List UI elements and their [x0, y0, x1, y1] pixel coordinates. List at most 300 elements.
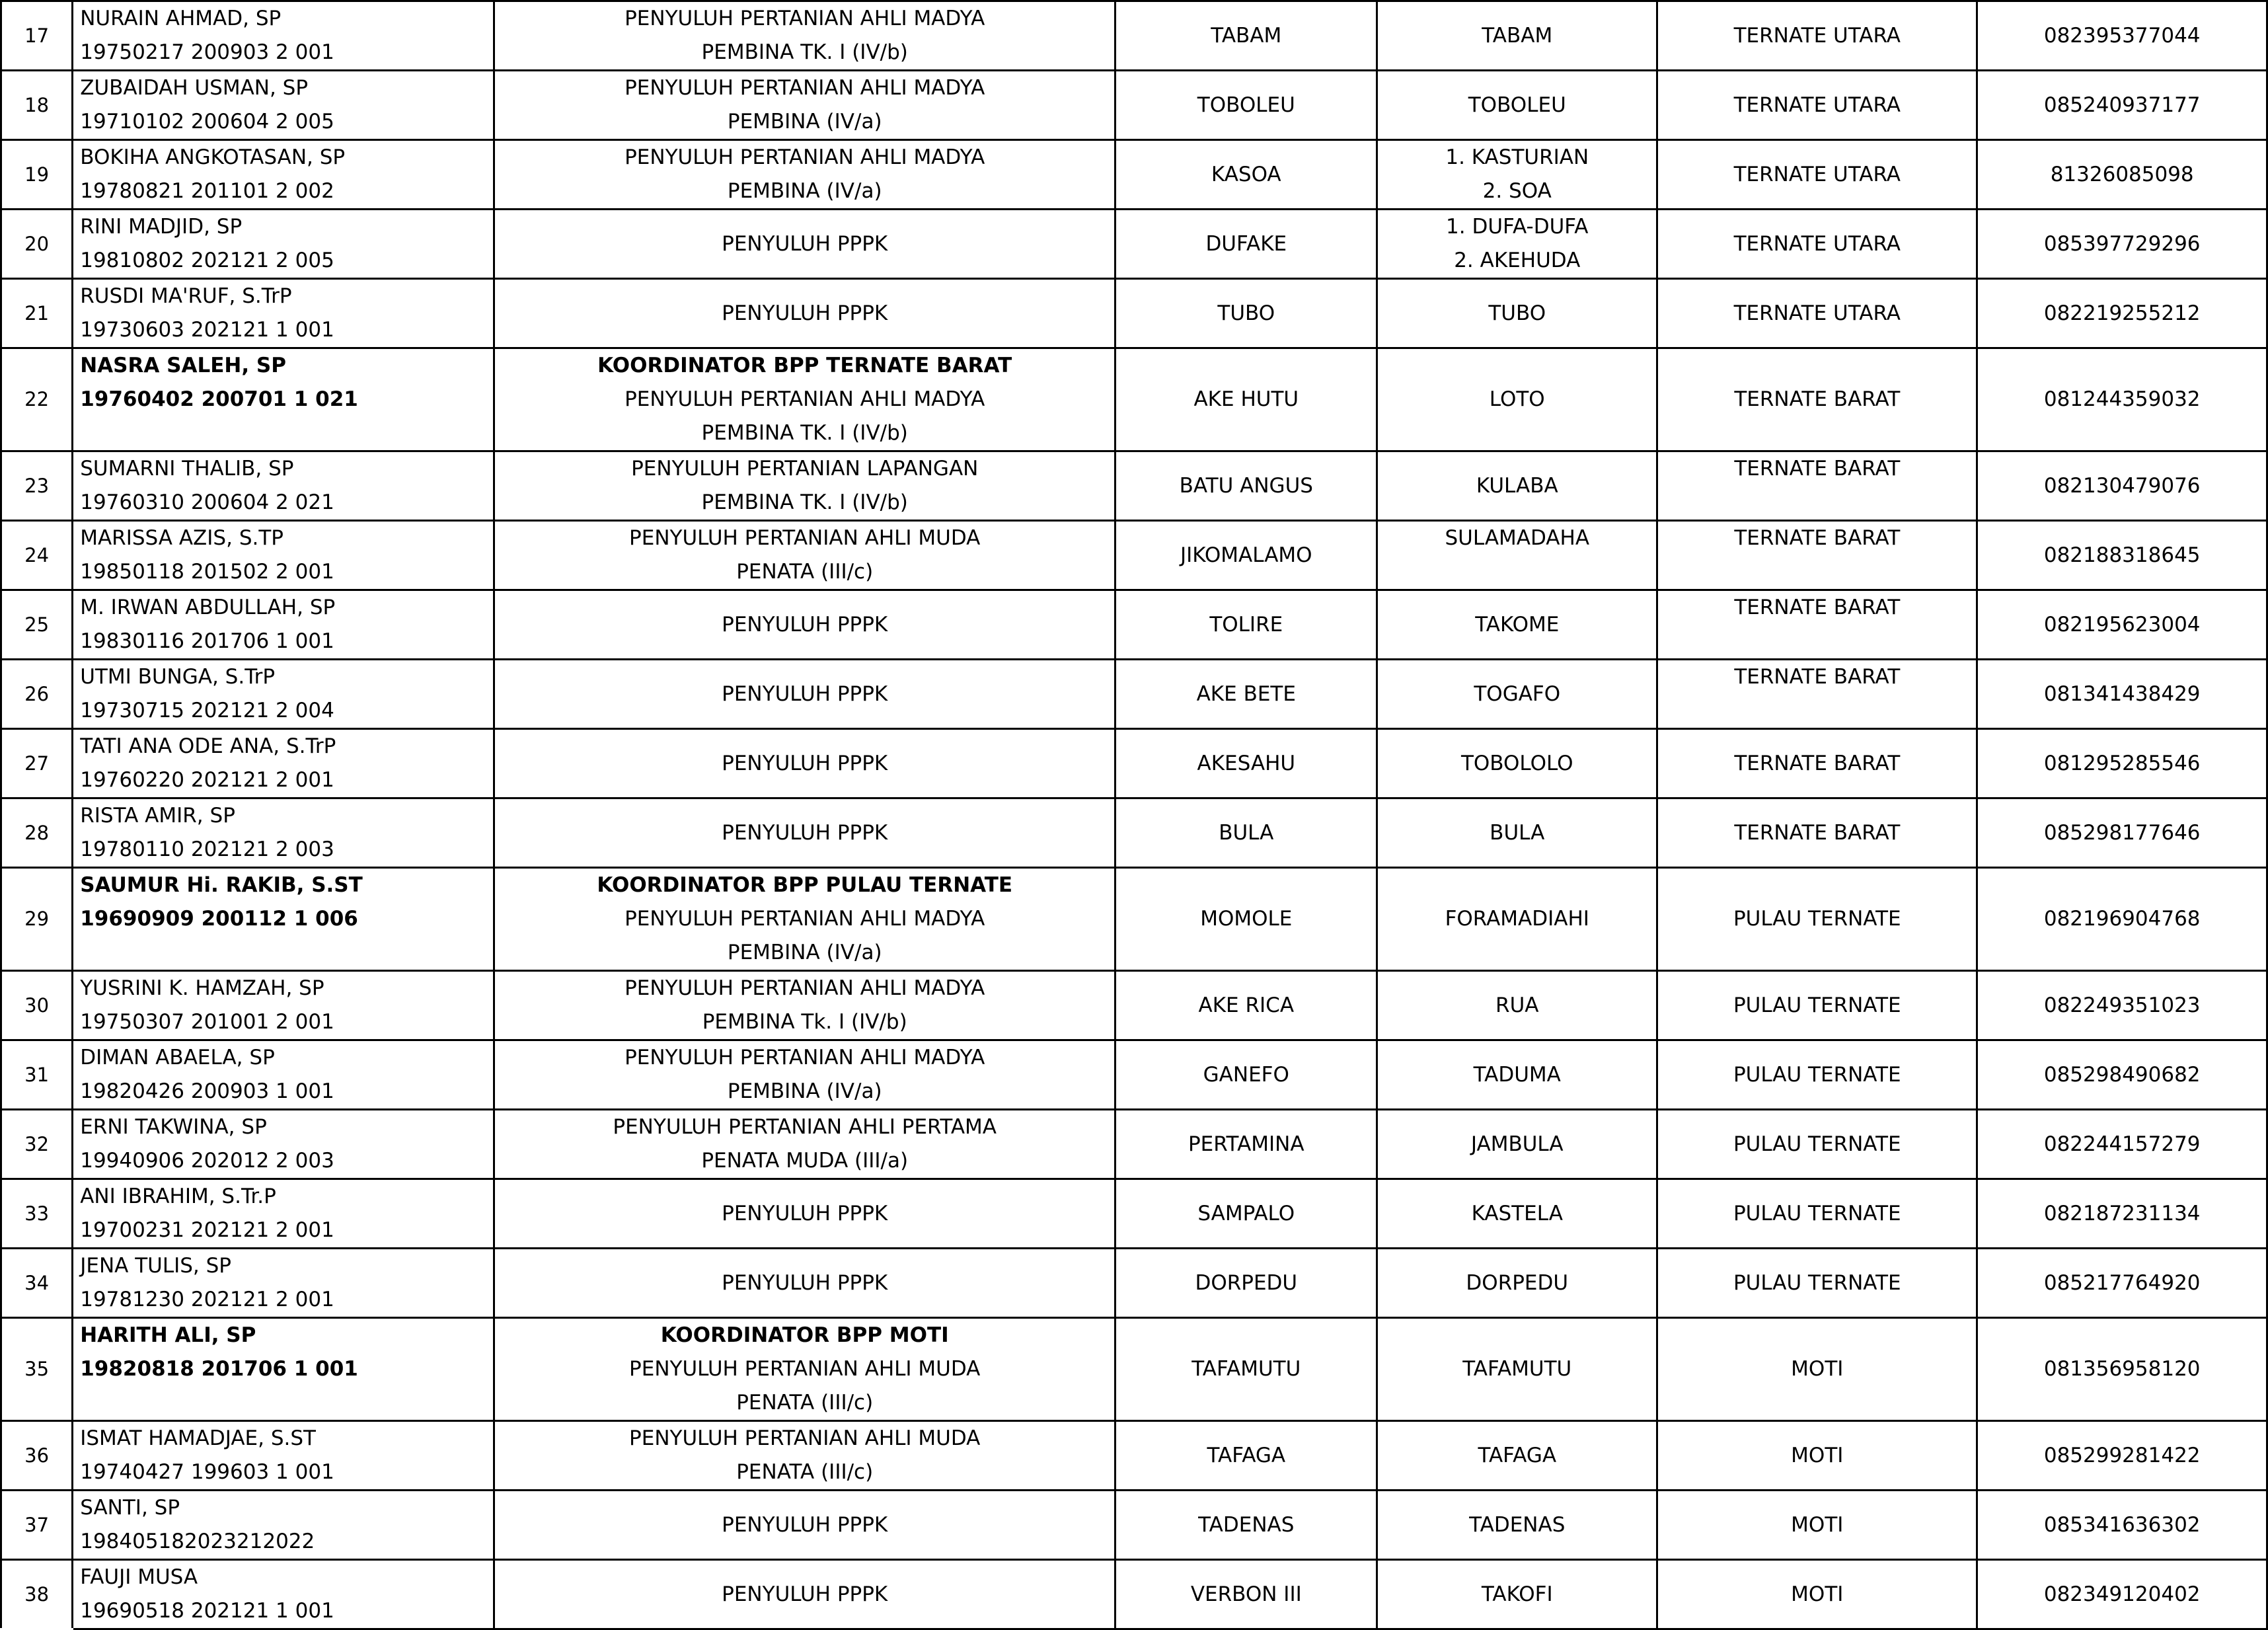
village-cell	[1377, 798, 1657, 868]
position-cell	[494, 451, 1115, 521]
officer-nip: 19760402 200701 1 021	[80, 387, 358, 411]
bpp-name: TERNATE UTARA	[1733, 301, 1901, 325]
position-line: PENATA MUDA (III/a)	[701, 1149, 909, 1173]
phone-cell	[1977, 521, 2267, 590]
phone-number: 085217764920	[2043, 1270, 2201, 1295]
bpp-cell	[1657, 1249, 1977, 1318]
name-cell	[73, 1179, 494, 1249]
phone-number: 085299281422	[2043, 1443, 2201, 1467]
position-line: PENYULUH PPPK	[722, 751, 888, 775]
name-cell	[73, 660, 494, 729]
phone-cell	[1977, 1318, 2267, 1421]
officer-name: SAUMUR Hi. RAKIB, S.ST	[80, 873, 363, 897]
work-area-cell	[1115, 729, 1377, 798]
work-area: AKE RICA	[1198, 993, 1295, 1017]
position-line: PENATA (III/c)	[736, 560, 874, 584]
village-name: 1. DUFA-DUFA	[1446, 215, 1589, 239]
phone-number: 082249351023	[2043, 993, 2201, 1017]
table-row	[1, 1179, 2267, 1249]
position-cell	[494, 590, 1115, 660]
position-line: PENYULUH PERTANIAN AHLI MADYA	[624, 1046, 985, 1069]
phone-cell	[1977, 1421, 2267, 1491]
row-number: 30	[24, 993, 50, 1017]
bpp-name: TERNATE UTARA	[1733, 93, 1901, 117]
table-row	[1, 590, 2267, 660]
phone-cell	[1977, 451, 2267, 521]
phone-cell	[1977, 279, 2267, 348]
row-number: 32	[24, 1132, 50, 1155]
position-line: PENYULUH PPPK	[722, 681, 888, 706]
bpp-name: MOTI	[1791, 1512, 1844, 1537]
officer-name: RISTA AMIR, SP	[80, 804, 235, 828]
village-cell	[1377, 1318, 1657, 1421]
table-row	[1, 798, 2267, 868]
bpp-name: PULAU TERNATE	[1733, 907, 1901, 931]
work-area-cell	[1115, 1, 1377, 71]
row-number-cell	[1, 1040, 73, 1110]
name-cell	[73, 71, 494, 140]
phone-number: 082188318645	[2043, 543, 2201, 567]
officer-name: HARITH ALI, SP	[80, 1323, 256, 1347]
officer-nip: 19820426 200903 1 001	[80, 1079, 334, 1103]
village-cell	[1377, 1249, 1657, 1318]
village-cell	[1377, 1491, 1657, 1560]
officer-name: RUSDI MA'RUF, S.TrP	[80, 284, 292, 308]
row-number: 33	[24, 1202, 50, 1225]
bpp-name: TERNATE BARAT	[1734, 457, 1901, 481]
officer-name: NURAIN AHMAD, SP	[80, 7, 282, 30]
work-area: BATU ANGUS	[1179, 473, 1313, 498]
name-cell	[73, 1, 494, 71]
work-area-cell	[1115, 140, 1377, 210]
village-cell	[1377, 1179, 1657, 1249]
phone-number: 082395377044	[2043, 23, 2201, 48]
table-row	[1, 1110, 2267, 1179]
phone-cell	[1977, 210, 2267, 279]
bpp-cell	[1657, 1560, 1977, 1629]
position-line: PEMBINA (IV/a)	[727, 1079, 882, 1103]
officer-nip: 19760220 202121 2 001	[80, 768, 334, 792]
village-cell	[1377, 71, 1657, 140]
row-number-cell	[1, 451, 73, 521]
phone-cell	[1977, 1, 2267, 71]
work-area: JIKOMALAMO	[1180, 543, 1312, 567]
name-cell	[73, 1421, 494, 1491]
bpp-cell	[1657, 971, 1977, 1040]
village-cell	[1377, 451, 1657, 521]
village-cell	[1377, 210, 1657, 279]
position-line: PENYULUH PPPK	[722, 612, 888, 637]
row-number-cell	[1, 971, 73, 1040]
phone-number: 082195623004	[2043, 612, 2201, 637]
position-cell	[494, 71, 1115, 140]
officer-nip: 19810802 202121 2 005	[80, 249, 334, 272]
phone-cell	[1977, 1040, 2267, 1110]
coordinator-title: KOORDINATOR BPP TERNATE BARAT	[597, 354, 1012, 377]
position-cell	[494, 798, 1115, 868]
name-cell	[73, 140, 494, 210]
officer-nip: 19820818 201706 1 001	[80, 1357, 358, 1381]
position-line: PENYULUH PPPK	[722, 301, 888, 325]
row-number-cell	[1, 1318, 73, 1421]
village-name: TAFAMUTU	[1462, 1357, 1572, 1381]
officer-nip: 19690518 202121 1 001	[80, 1599, 334, 1623]
work-area: SAMPALO	[1197, 1201, 1295, 1225]
table-row	[1, 279, 2267, 348]
officer-nip: 19780821 201101 2 002	[80, 179, 334, 203]
bpp-cell	[1657, 1318, 1977, 1421]
officer-name: MARISSA AZIS, S.TP	[80, 526, 284, 550]
work-area-cell	[1115, 971, 1377, 1040]
village-cell	[1377, 1, 1657, 71]
bpp-cell	[1657, 590, 1977, 660]
village-name: JAMBULA	[1470, 1132, 1564, 1156]
row-number-cell	[1, 868, 73, 971]
row-number-cell	[1, 1179, 73, 1249]
position-line: PENYULUH PPPK	[722, 1270, 888, 1295]
work-area: TOLIRE	[1209, 612, 1283, 637]
table-row	[1, 1560, 2267, 1629]
work-area: DORPEDU	[1195, 1270, 1298, 1295]
row-number-cell	[1, 1491, 73, 1560]
work-area: AKE HUTU	[1193, 387, 1299, 411]
officer-nip: 19730603 202121 1 001	[80, 318, 334, 342]
table-body	[1, 1, 2267, 1629]
village-cell	[1377, 1560, 1657, 1629]
village-name: TOBOLEU	[1468, 93, 1566, 117]
officer-name: SANTI, SP	[80, 1496, 180, 1520]
row-number: 38	[24, 1582, 50, 1606]
officer-nip: 19710102 200604 2 005	[80, 110, 334, 134]
officer-name: BOKIHA ANGKOTASAN, SP	[80, 145, 346, 169]
bpp-cell	[1657, 1040, 1977, 1110]
village-name: TABAM	[1482, 23, 1553, 48]
officer-nip: 19830116 201706 1 001	[80, 629, 334, 653]
phone-number: 081295285546	[2043, 751, 2201, 775]
village-cell	[1377, 140, 1657, 210]
row-number: 36	[24, 1444, 50, 1467]
officer-name: M. IRWAN ABDULLAH, SP	[80, 596, 336, 619]
position-cell	[494, 1421, 1115, 1491]
village-name: TAKOME	[1475, 612, 1560, 637]
bpp-cell	[1657, 521, 1977, 590]
officer-nip: 198405182023212022	[80, 1530, 315, 1553]
village-cell	[1377, 868, 1657, 971]
phone-cell	[1977, 1249, 2267, 1318]
phone-cell	[1977, 1110, 2267, 1179]
position-line: PENYULUH PERTANIAN AHLI MADYA	[624, 387, 985, 411]
village-cell	[1377, 348, 1657, 451]
position-line: PENYULUH PERTANIAN AHLI MUDA	[629, 1357, 981, 1381]
work-area: TAFAMUTU	[1191, 1357, 1301, 1381]
officer-name: RINI MADJID, SP	[80, 215, 243, 239]
village-cell	[1377, 660, 1657, 729]
table-row	[1, 729, 2267, 798]
phone-number: 081244359032	[2043, 387, 2201, 411]
row-number: 17	[24, 24, 50, 47]
name-cell	[73, 1491, 494, 1560]
bpp-cell	[1657, 140, 1977, 210]
position-line: PEMBINA TK. I (IV/b)	[701, 421, 908, 445]
work-area: BULA	[1219, 820, 1274, 845]
work-area: VERBON III	[1190, 1582, 1302, 1606]
bpp-cell	[1657, 868, 1977, 971]
phone-cell	[1977, 1560, 2267, 1629]
name-cell	[73, 1040, 494, 1110]
village-cell	[1377, 521, 1657, 590]
table-row	[1, 971, 2267, 1040]
name-cell	[73, 451, 494, 521]
work-area: PERTAMINA	[1188, 1132, 1304, 1156]
row-number: 27	[24, 752, 50, 775]
village-cell	[1377, 729, 1657, 798]
phone-cell	[1977, 868, 2267, 971]
village-cell	[1377, 971, 1657, 1040]
row-number-cell	[1, 590, 73, 660]
position-line: PENYULUH PERTANIAN AHLI MADYA	[624, 76, 985, 100]
officer-name: ZUBAIDAH USMAN, SP	[80, 76, 309, 100]
officer-nip: 19781230 202121 2 001	[80, 1288, 334, 1311]
bpp-cell	[1657, 1179, 1977, 1249]
officer-nip: 19750217 200903 2 001	[80, 40, 334, 64]
phone-number: 082196904768	[2043, 907, 2201, 931]
village-name: TAKOFI	[1481, 1582, 1553, 1606]
row-number: 37	[24, 1513, 50, 1536]
bpp-name: MOTI	[1791, 1443, 1844, 1467]
bpp-cell	[1657, 1421, 1977, 1491]
officer-name: UTMI BUNGA, S.TrP	[80, 665, 276, 689]
work-area-cell	[1115, 1421, 1377, 1491]
bpp-name: TERNATE UTARA	[1733, 162, 1901, 186]
work-area: TUBO	[1217, 301, 1275, 325]
row-number: 19	[24, 163, 50, 186]
table-row	[1, 1249, 2267, 1318]
work-area-cell	[1115, 1040, 1377, 1110]
row-number-cell	[1, 521, 73, 590]
village-cell	[1377, 1110, 1657, 1179]
coordinator-title: KOORDINATOR BPP MOTI	[660, 1323, 949, 1347]
bpp-name: PULAU TERNATE	[1733, 1270, 1901, 1295]
village-name: RUA	[1495, 993, 1539, 1017]
work-area-cell	[1115, 1491, 1377, 1560]
work-area-cell	[1115, 1110, 1377, 1179]
phone-cell	[1977, 798, 2267, 868]
position-cell	[494, 1318, 1115, 1421]
phone-number: 082244157279	[2043, 1132, 2201, 1156]
position-line: PENYULUH PERTANIAN LAPANGAN	[631, 457, 979, 481]
phone-number: 082187231134	[2043, 1201, 2201, 1225]
table-row	[1, 1040, 2267, 1110]
position-cell	[494, 521, 1115, 590]
row-number-cell	[1, 71, 73, 140]
position-line: PEMBINA (IV/a)	[727, 179, 882, 203]
officer-nip: 19690909 200112 1 006	[80, 907, 358, 931]
officer-nip: 19780110 202121 2 003	[80, 837, 334, 861]
position-line: PENYULUH PERTANIAN AHLI PERTAMA	[613, 1115, 997, 1139]
table-row	[1, 1318, 2267, 1421]
name-cell	[73, 521, 494, 590]
officer-nip: 19850118 201502 2 001	[80, 560, 334, 584]
table-row	[1, 348, 2267, 451]
name-cell	[73, 210, 494, 279]
village-name: TUBO	[1488, 301, 1546, 325]
position-line: PEMBINA (IV/a)	[727, 941, 882, 964]
phone-cell	[1977, 71, 2267, 140]
bpp-name: TERNATE BARAT	[1734, 665, 1901, 689]
village-name: TOGAFO	[1474, 681, 1561, 706]
work-area: TAFAGA	[1207, 1443, 1286, 1467]
table-row	[1, 71, 2267, 140]
position-line: PENYULUH PPPK	[722, 1582, 888, 1606]
village-cell	[1377, 1040, 1657, 1110]
phone-cell	[1977, 1179, 2267, 1249]
work-area-cell	[1115, 1560, 1377, 1629]
work-area: AKE BETE	[1196, 681, 1296, 706]
name-cell	[73, 868, 494, 971]
work-area: DUFAKE	[1205, 231, 1287, 256]
officer-nip: 19750307 201001 2 001	[80, 1010, 334, 1034]
work-area-cell	[1115, 1318, 1377, 1421]
officer-nip: 19740427 199603 1 001	[80, 1460, 334, 1484]
row-number: 18	[24, 93, 50, 116]
phone-number: 082349120402	[2043, 1582, 2201, 1606]
phone-cell	[1977, 729, 2267, 798]
bpp-name: TERNATE UTARA	[1733, 231, 1901, 256]
position-line: PENATA (III/c)	[736, 1460, 874, 1484]
village-name: 2. AKEHUDA	[1454, 249, 1581, 272]
row-number-cell	[1, 1560, 73, 1629]
phone-number: 085397729296	[2043, 231, 2201, 256]
name-cell	[73, 1318, 494, 1421]
position-cell	[494, 279, 1115, 348]
bpp-name: MOTI	[1791, 1357, 1844, 1381]
row-number: 25	[24, 613, 50, 636]
row-number: 22	[24, 388, 50, 410]
position-line: PEMBINA TK. I (IV/b)	[701, 40, 908, 64]
position-cell	[494, 1491, 1115, 1560]
position-cell	[494, 1110, 1115, 1179]
name-cell	[73, 1560, 494, 1629]
officer-nip: 19940906 202012 2 003	[80, 1149, 334, 1173]
name-cell	[73, 590, 494, 660]
village-name: TOBOLOLO	[1460, 751, 1573, 775]
table-row	[1, 521, 2267, 590]
village-name: TADENAS	[1469, 1512, 1566, 1537]
work-area: GANEFO	[1203, 1062, 1289, 1087]
row-number-cell	[1, 660, 73, 729]
work-area: AKESAHU	[1197, 751, 1296, 775]
phone-number: 081341438429	[2043, 681, 2201, 706]
row-number-cell	[1, 1110, 73, 1179]
phone-cell	[1977, 348, 2267, 451]
name-cell	[73, 798, 494, 868]
officer-name: FAUJI MUSA	[80, 1565, 198, 1589]
row-number-cell	[1, 1249, 73, 1318]
row-number-cell	[1, 348, 73, 451]
table-row	[1, 140, 2267, 210]
bpp-name: PULAU TERNATE	[1733, 1062, 1901, 1087]
work-area-cell	[1115, 71, 1377, 140]
name-cell	[73, 279, 494, 348]
bpp-name: MOTI	[1791, 1582, 1844, 1606]
position-line: PENYULUH PERTANIAN AHLI MADYA	[624, 907, 985, 931]
work-area: TABAM	[1211, 23, 1282, 48]
row-number: 26	[24, 682, 50, 705]
position-line: PEMBINA Tk. I (IV/b)	[702, 1010, 907, 1034]
bpp-name: TERNATE UTARA	[1733, 23, 1901, 48]
officer-name: YUSRINI K. HAMZAH, SP	[80, 976, 324, 1000]
position-line: PENYULUH PERTANIAN AHLI MUDA	[629, 526, 981, 550]
officer-name: SUMARNI THALIB, SP	[80, 457, 294, 481]
village-cell	[1377, 1421, 1657, 1491]
table-row	[1, 1, 2267, 71]
row-number: 23	[24, 474, 50, 497]
phone-number: 082219255212	[2043, 301, 2201, 325]
officer-nip: 19760310 200604 2 021	[80, 490, 334, 514]
position-cell	[494, 729, 1115, 798]
position-line: PEMBINA TK. I (IV/b)	[701, 490, 908, 514]
bpp-cell	[1657, 279, 1977, 348]
work-area: TADENAS	[1198, 1512, 1295, 1537]
row-number: 28	[24, 821, 50, 844]
officer-name: NASRA SALEH, SP	[80, 354, 286, 377]
table-row	[1, 1491, 2267, 1560]
bpp-cell	[1657, 71, 1977, 140]
phone-cell	[1977, 971, 2267, 1040]
position-line: PENYULUH PERTANIAN AHLI MUDA	[629, 1426, 981, 1450]
village-name: KASTELA	[1471, 1201, 1563, 1225]
work-area-cell	[1115, 348, 1377, 451]
bpp-name: PULAU TERNATE	[1733, 993, 1901, 1017]
village-name: TAFAGA	[1478, 1443, 1557, 1467]
row-number-cell	[1, 279, 73, 348]
village-name: LOTO	[1489, 387, 1545, 411]
phone-number: 085341636302	[2043, 1512, 2201, 1537]
position-cell	[494, 348, 1115, 451]
row-number: 31	[24, 1063, 50, 1086]
village-name: SULAMADAHA	[1445, 526, 1590, 550]
row-number: 24	[24, 543, 50, 566]
position-cell	[494, 210, 1115, 279]
officer-name: ERNI TAKWINA, SP	[80, 1115, 267, 1139]
position-cell	[494, 1, 1115, 71]
table-row	[1, 868, 2267, 971]
position-line: PENYULUH PERTANIAN AHLI MADYA	[624, 145, 985, 169]
bpp-cell	[1657, 729, 1977, 798]
work-area-cell	[1115, 451, 1377, 521]
village-cell	[1377, 590, 1657, 660]
work-area-cell	[1115, 521, 1377, 590]
position-cell	[494, 1179, 1115, 1249]
bpp-cell	[1657, 660, 1977, 729]
row-number-cell	[1, 798, 73, 868]
phone-number: 085298177646	[2043, 820, 2201, 845]
name-cell	[73, 1249, 494, 1318]
coordinator-title: KOORDINATOR BPP PULAU TERNATE	[597, 873, 1013, 897]
village-name: 1. KASTURIAN	[1445, 145, 1589, 169]
village-name: BULA	[1490, 820, 1545, 845]
row-number: 21	[24, 301, 50, 325]
phone-number: 081356958120	[2043, 1357, 2201, 1381]
phone-number: 085240937177	[2043, 93, 2201, 117]
position-line: PENYULUH PPPK	[722, 1201, 888, 1225]
bpp-name: TERNATE BARAT	[1734, 596, 1901, 619]
village-name: 2. SOA	[1482, 179, 1552, 203]
name-cell	[73, 971, 494, 1040]
bpp-name: PULAU TERNATE	[1733, 1201, 1901, 1225]
row-number: 29	[24, 908, 50, 930]
village-name: DORPEDU	[1466, 1270, 1569, 1295]
